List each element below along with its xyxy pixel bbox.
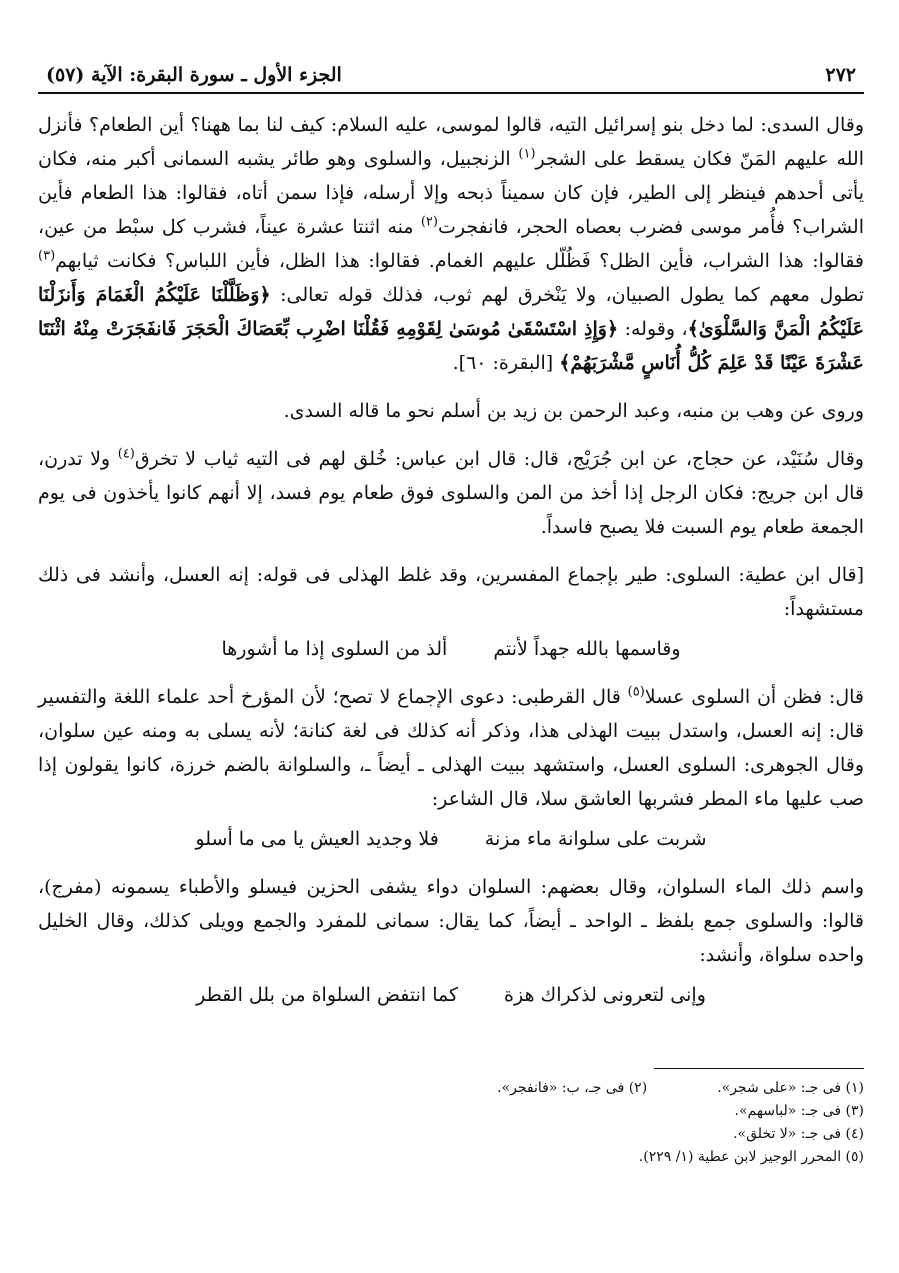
verse-first-hemistich: وإنى لتعرونى لذكراك هزة xyxy=(504,984,706,1006)
paragraph-qurtubi: قال: فظن أن السلوى عسلا$^{(٥)}$ قال القرطبى: دعوى الإجماع لا تصح؛ لأن المؤرخ أحد علماء اللغة والتفسير قال: إنه العسل، واستدل ببيت الهذلى هذا، وذكر أنه كذلك فى لغة كنانة؛ لأنه يسلى به ومنه عين سلوان، وقال الجوهرى: السلوى العسل، واستشهد ببيت الهذلى ـ أيضاً ـ، والسلوانة بالضم خرزة، كانوا يقولون إذا صب عليها ماء المطر فشربها العاشق سلا، قال الشاعر: xyxy=(38,684,864,810)
poetry-verse-1 xyxy=(38,632,864,666)
footnote-ref-3: (٣) xyxy=(38,248,56,264)
paragraph-ibn-atiyya: [قال ابن عطية: السلوى: طير بإجماع المفسرين، وقد غلط الهذلى فى قوله: إنه العسل، وأنشد فى ذلك مستشهداً: xyxy=(38,564,864,620)
page-number: ٢٧٢ xyxy=(825,64,856,86)
footnote-1: (١) فى جـ: «على شجر». xyxy=(717,1080,864,1096)
footnote-ref-1: (١) xyxy=(518,146,536,162)
quran-verse-2: ﴿وَإِذِ اسْتَسْقَىٰ مُوسَىٰ لِقَوْمِهِ فَقُلْنَا اضْرِب بِّعَصَاكَ الْحَجَرَ فَانفَجَرَتْ مِنْهُ اثْنَتَا عَشْرَةَ عَيْنًا قَدْ عَلِمَ كُلُّ أُنَاسٍ مَّشْرَبَهُمْ﴾ xyxy=(38,318,864,374)
paragraph-sunayd: وقال سُنَيْد، عن حجاج، عن ابن جُرَيْج، قال: قال ابن عباس: خُلق لهم فى التيه ثياب لا تخرق$^{(٤)}$ ولا تدرن، قال ابن جريج: فكان الرجل إذا أخذ من المن والسلوى فوق طعام يوم فسد، إلا أنهم كانوا يأخذون فى يوم الجمعة طعام يوم السبت فلا يصبح فاسداً. xyxy=(38,446,864,538)
verse-first-hemistich: وقاسمها بالله جهداً لأنتم xyxy=(493,638,681,660)
paragraph-wahb: وروى عن وهب بن منبه، وعبد الرحمن بن زيد بن أسلم نحو ما قاله السدى. xyxy=(283,400,864,422)
book-page xyxy=(38,58,864,1258)
footnote-ref-4: (٤) xyxy=(117,446,135,462)
page-body xyxy=(38,108,864,1026)
poetry-verse-2 xyxy=(38,822,864,856)
verse-second-hemistich: كما انتفض السلواة من بلل القطر xyxy=(196,984,459,1006)
page-header xyxy=(38,58,864,94)
footnote-4: (٤) فى جـ: «لا تخلق». xyxy=(733,1126,864,1142)
footnote-line xyxy=(38,1077,864,1100)
quran-verse-1: ﴿وَظَلَّلْنَا عَلَيْكُمُ الْغَمَامَ وَأَنزَلْنَا عَلَيْكُمُ الْمَنَّ وَالسَّلْوَىٰ﴾ xyxy=(38,284,864,340)
verse-first-hemistich: شربت على سلوانة ماء مزنة xyxy=(484,828,707,850)
footnote-3: (٣) فى جـ: «لباسهم». xyxy=(734,1103,864,1119)
paragraph-suddi: وقال السدى: لما دخل بنو إسرائيل التيه، قالوا لموسى، عليه السلام: كيف لنا بما ههنا؟ أين الطعام؟ فأنزل الله عليهم المَنّ فكان يسقط على الشجر$^{(١)}$ الزنجبيل، والسلوى وهو طائر يشبه السمانى أكبر منه، فكان يأتى أحدهم فينظر إلى الطير، فإن كان سميناً ذبحه وإلا أرسله، فإذا سمن أتاه، فقالوا: هذا الطعام فأين الشراب؟ فأُمر موسى فضرب بعصاه الحجر، فانفجرت$^{(٢)}$ منه اثنتا عشرة عيناً، فشرب كل سبْط من عين، فقالوا: هذا الشراب، فأين الظل؟ فَظُلّل عليهم الغمام. فقالوا: هذا الظل، فأين اللباس؟ فكانت ثيابهم$^{(٣)}$ تطول معهم كما يطول الصبيان، ولا يَنْخرق لهم ثوب، فذلك قوله تعالى: ﴿وَظَلَّلْنَا عَلَيْكُمُ الْغَمَامَ وَأَنزَلْنَا عَلَيْكُمُ الْمَنَّ وَالسَّلْوَىٰ﴾، وقوله: ﴿وَإِذِ اسْتَسْقَىٰ مُوسَىٰ لِقَوْمِهِ فَقُلْنَا اضْرِب بِّعَصَاكَ الْحَجَرَ فَانفَجَرَتْ مِنْهُ اثْنَتَا عَشْرَةَ عَيْنًا قَدْ عَلِمَ كُلُّ أُنَاسٍ مَّشْرَبَهُمْ﴾ [البقرة: ٦٠]. xyxy=(38,114,864,374)
running-title: الجزء الأول ـ سورة البقرة: الآية (٥٧) xyxy=(46,64,342,86)
poetry-verse-3 xyxy=(38,978,864,1012)
paragraph-sulwan: واسم ذلك الماء السلوان، وقال بعضهم: السلوان دواء يشفى الحزين فيسلو والأطباء يسمونه (مفرج)، قالوا: والسلوى جمع بلفظ ـ الواحد ـ أيضاً، كما يقال: سمانى للمفرد والجمع وويلى كذلك، وقال الخليل واحده سلواة، وأنشد: xyxy=(38,876,864,966)
footnote-divider xyxy=(654,1068,864,1069)
footnote-2: (٢) فى جـ، ب: «فانفجر». xyxy=(497,1080,648,1096)
verse-second-hemistich: فلا وجديد العيش يا مى ما أسلو xyxy=(195,828,439,850)
footnote-ref-2: (٢) xyxy=(420,214,438,230)
verse-second-hemistich: ألذ من السلوى إذا ما أشورها xyxy=(221,638,448,660)
footnotes xyxy=(38,1068,864,1169)
footnote-5: (٥) المحرر الوجيز لابن عطية (١/ ٢٢٩). xyxy=(638,1149,864,1165)
footnote-ref-5: (٥) xyxy=(627,684,645,700)
